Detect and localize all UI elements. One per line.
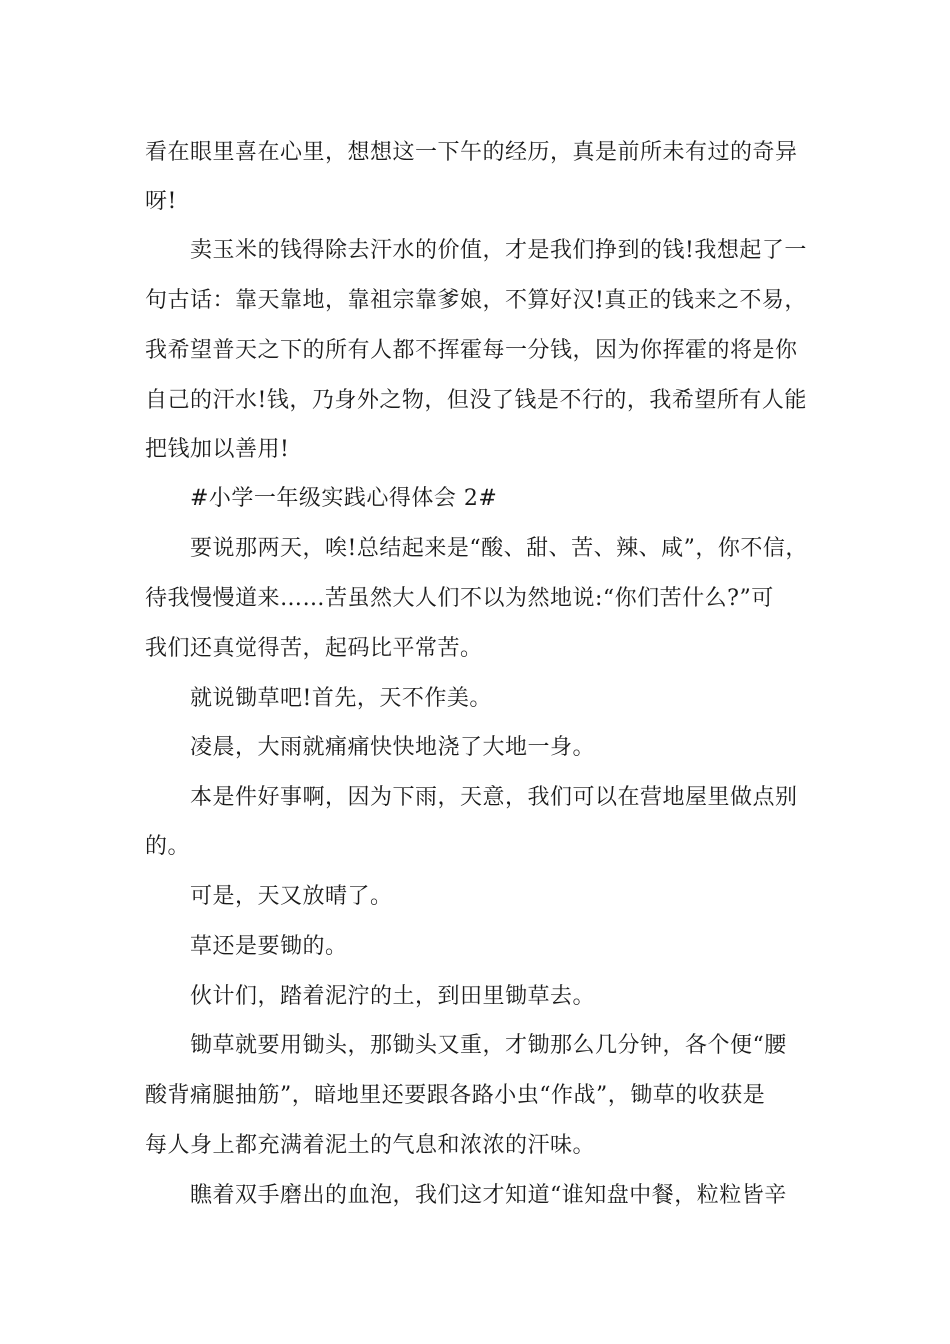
paragraph-line: 就说锄草吧!首先，天不作美。 [190, 686, 492, 711]
paragraph-line: 我希望普天之下的所有人都不挥霍每一分钱，因为你挥霍的将是你 [145, 338, 798, 363]
paragraph-line: 每人身上都充满着泥土的气息和浓浓的汗味。 [145, 1133, 596, 1158]
paragraph-line: 句古话：靠天靠地，靠祖宗靠爹娘，不算好汉!真正的钱来之不易， [145, 288, 807, 313]
paragraph-line: 自己的汗水!钱，乃身外之物，但没了钱是不行的，我希望所有人能 [145, 388, 807, 413]
paragraph-line: 伙计们，踏着泥泞的土，到田里锄草去。 [190, 984, 596, 1009]
paragraph-line: 草还是要锄的。 [190, 934, 348, 959]
paragraph-line: 看在眼里喜在心里，想想这一下午的经历，真是前所未有过的奇异 [145, 140, 798, 165]
paragraph-line: 本是件好事啊，因为下雨，天意，我们可以在营地屋里做点别 [190, 785, 798, 810]
paragraph-line: 呀! [145, 189, 177, 214]
paragraph-line: 瞧着双手磨出的血泡，我们这才知道“谁知盘中餐，粒粒皆辛 [190, 1183, 787, 1208]
paragraph-line: 把钱加以善用! [145, 437, 290, 462]
paragraph-line: 待我慢慢道来……苦虽然大人们不以为然地说:“你们苦什么?”可 [145, 586, 774, 611]
paragraph-line: 酸背痛腿抽筋”，暗地里还要跟各路小虫“作战”，锄草的收获是 [145, 1083, 766, 1108]
paragraph-line: 要说那两天，唉!总结起来是“酸、甜、苦、辣、咸”，你不信， [190, 536, 808, 561]
paragraph-line: 卖玉米的钱得除去汗水的价值，才是我们挣到的钱!我想起了一 [190, 238, 807, 263]
paragraph-line: 凌晨，大雨就痛痛快快地浇了大地一身。 [190, 735, 596, 760]
paragraph-line: 锄草就要用锄头，那锄头又重，才锄那么几分钟，各个便“腰 [190, 1033, 787, 1058]
paragraph-line: 可是，天又放晴了。 [190, 884, 393, 909]
section-heading: #小学一年级实践心得体会 2# [190, 486, 498, 511]
paragraph-line: 的。 [145, 834, 191, 859]
paragraph-line: 我们还真觉得苦，起码比平常苦。 [145, 636, 483, 661]
